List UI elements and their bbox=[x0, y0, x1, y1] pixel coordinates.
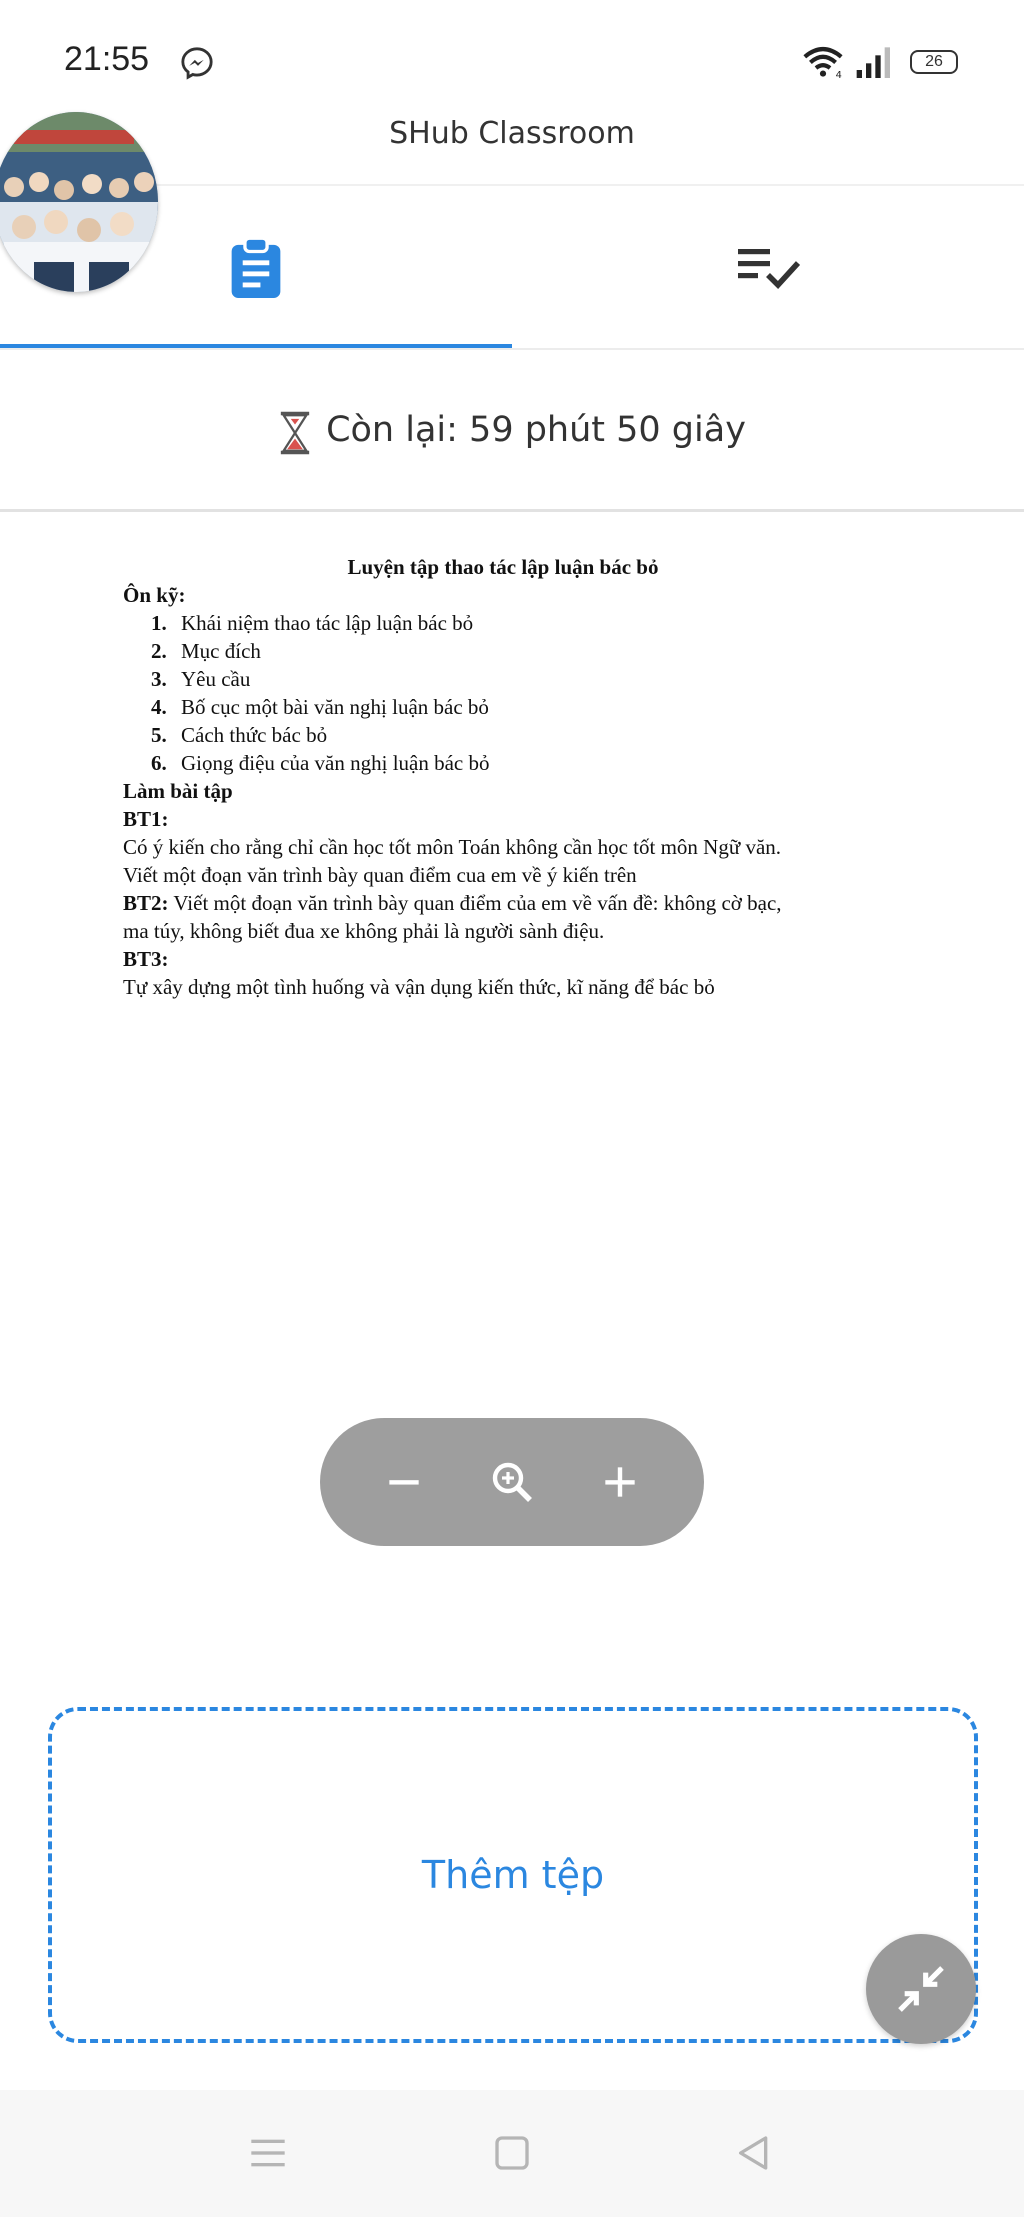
bt2-label: BT2: bbox=[123, 891, 169, 915]
assignment-document bbox=[123, 553, 903, 1001]
timer-divider bbox=[0, 509, 1024, 512]
list-item: 2. Mục đích bbox=[151, 639, 261, 663]
bt1-label: BT1: bbox=[123, 807, 169, 831]
document-title: Luyện tập thao tác lập luận bác bỏ bbox=[347, 555, 659, 579]
zoom-out-icon bbox=[382, 1460, 426, 1504]
battery-icon: 26 bbox=[910, 50, 958, 74]
svg-text:4: 4 bbox=[835, 69, 842, 78]
menu-icon bbox=[248, 2135, 288, 2171]
zoom-reset-button[interactable] bbox=[480, 1450, 544, 1514]
hourglass-icon bbox=[278, 410, 312, 456]
signal-icon bbox=[854, 46, 894, 78]
add-file-label: Thêm tệp bbox=[421, 1853, 605, 1897]
avatar[interactable] bbox=[0, 112, 158, 292]
bt1-line1: Có ý kiến cho rằng chỉ cần học tốt môn Toán không cần học tốt môn Ngữ văn. bbox=[123, 835, 782, 859]
zoom-controls bbox=[320, 1418, 704, 1546]
messenger-icon bbox=[180, 46, 214, 80]
bt2-text1: Viết một đoạn văn trình bày quan điểm của em về vấn đề: không cờ bạc, bbox=[168, 891, 782, 915]
status-time: 21:55 bbox=[64, 40, 150, 78]
zoom-reset-icon bbox=[488, 1458, 536, 1506]
exercise-heading: Làm bài tập bbox=[123, 779, 233, 803]
bt3-label: BT3: bbox=[123, 947, 169, 971]
back-triangle-icon bbox=[734, 2133, 774, 2173]
system-nav-bar bbox=[0, 2090, 1024, 2217]
wifi-icon bbox=[802, 44, 844, 78]
list-item: 6. Giọng điệu của văn nghị luận bác bỏ bbox=[151, 751, 490, 775]
timer-text: Còn lại: 59 phút 50 giây bbox=[326, 410, 746, 450]
playlist-check-icon bbox=[736, 244, 800, 290]
list-item: 5. Cách thức bác bỏ bbox=[151, 723, 328, 747]
add-file-dropzone[interactable] bbox=[48, 1707, 978, 2043]
collapse-icon bbox=[893, 1961, 949, 2017]
list-item: 3. Yêu cầu bbox=[151, 667, 251, 691]
tab-checklist[interactable] bbox=[512, 186, 1024, 348]
bt3-text: Tự xây dựng một tình huống và vận dụng kiến thức, kĩ năng để bác bỏ bbox=[123, 975, 715, 999]
nav-back-button[interactable] bbox=[724, 2128, 784, 2178]
list-item: 1. Khái niệm thao tác lập luận bác bỏ bbox=[151, 611, 474, 635]
review-list bbox=[123, 609, 903, 777]
status-bar bbox=[0, 0, 1024, 125]
list-item: 4. Bố cục một bài văn nghị luận bác bỏ bbox=[151, 695, 489, 719]
bt2-text2: ma túy, không biết đua xe không phải là người sành điệu. bbox=[123, 919, 605, 943]
class-photo bbox=[0, 112, 158, 292]
nav-menu-button[interactable] bbox=[238, 2128, 298, 2178]
zoom-in-icon bbox=[598, 1460, 642, 1504]
zoom-out-button[interactable] bbox=[372, 1450, 436, 1514]
nav-home-button[interactable] bbox=[482, 2128, 542, 2178]
clipboard-icon bbox=[229, 236, 283, 298]
home-square-icon bbox=[492, 2133, 532, 2173]
timer-row bbox=[0, 350, 1024, 510]
bt2-paragraph bbox=[123, 889, 903, 917]
collapse-button[interactable] bbox=[866, 1934, 976, 2044]
review-heading: Ôn kỹ: bbox=[123, 583, 186, 607]
zoom-in-button[interactable] bbox=[588, 1450, 652, 1514]
app-title: SHub Classroom bbox=[389, 116, 635, 151]
bt1-line2: Viết một đoạn văn trình bày quan điểm cua em về ý kiến trên bbox=[123, 863, 637, 887]
